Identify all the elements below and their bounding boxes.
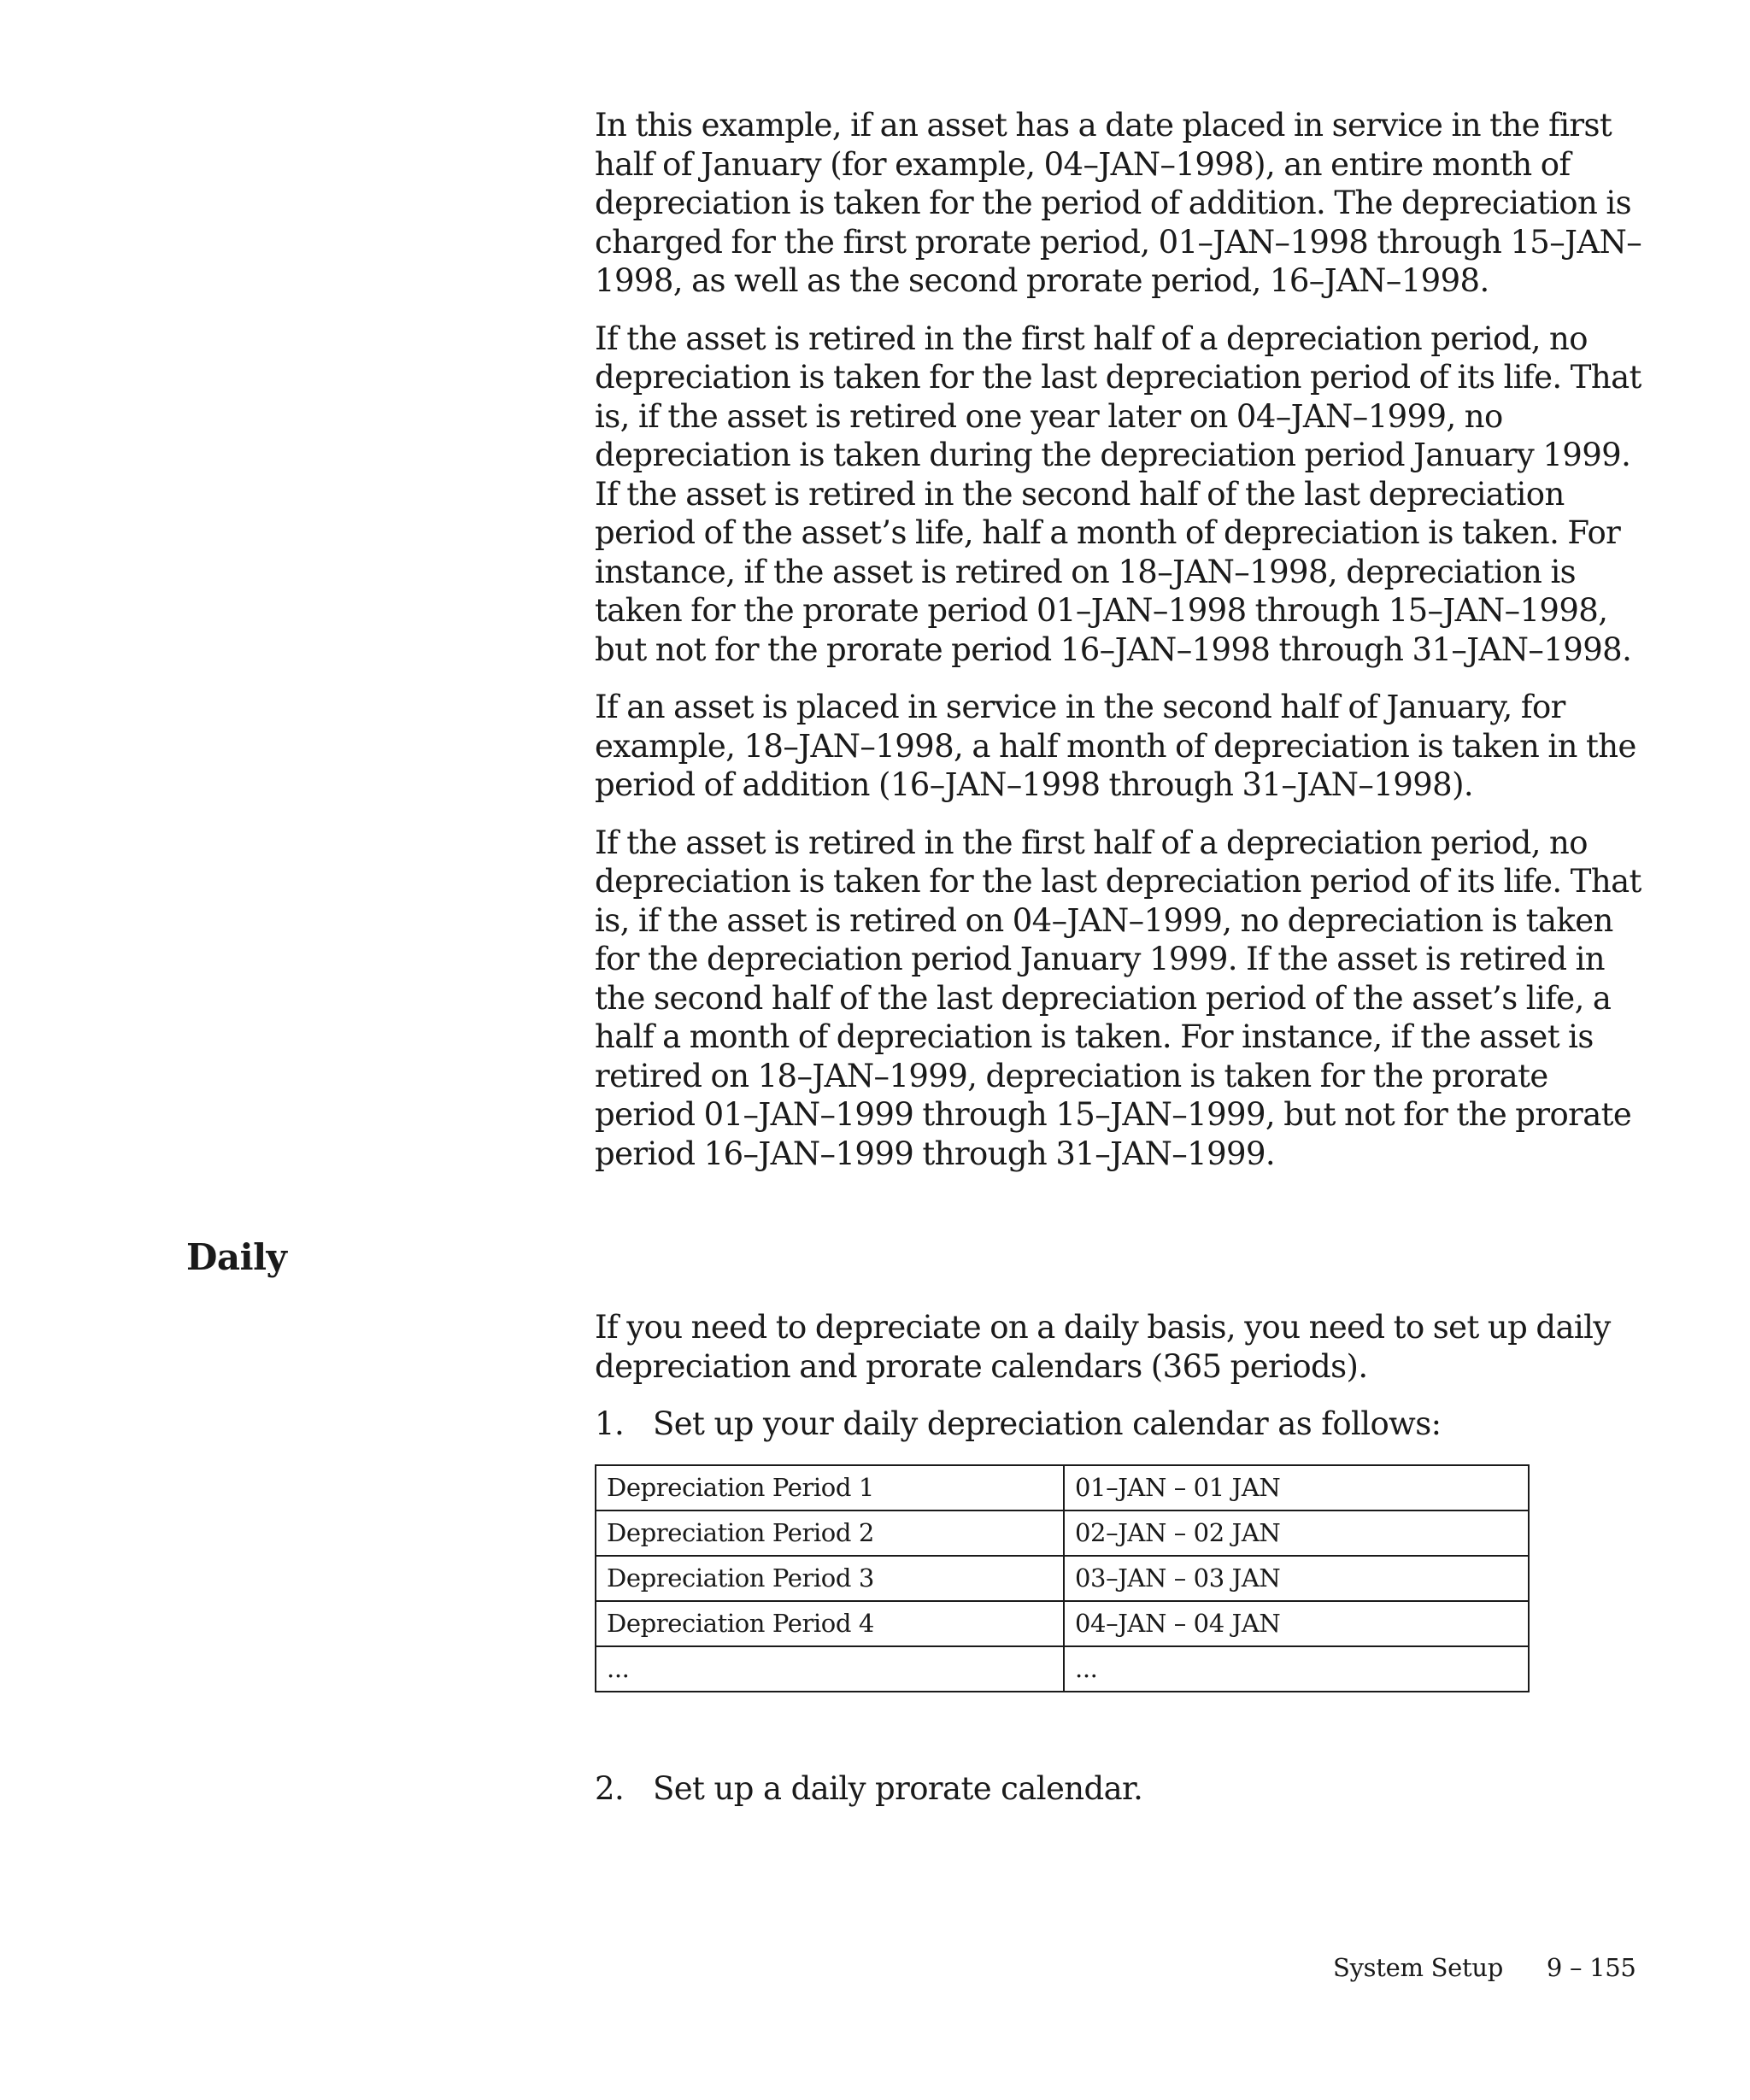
table-cell-dates: 02–JAN – 02 JAN [1064, 1510, 1529, 1556]
paragraph-retirement-example: If the asset is retired in the first half of a depreciation period, no depreciation is taken for the last depreciation period of its life. That is, if the asset is retired on 04–JAN–1999, no depreciation is taken for the depreciation period January 1999. If the asset is retired in the second half of the last depreciation period of the asset’s life, a half a month of depreciation is taken. For instance, if the asset is retired on 18–JAN–1999, depreciation is taken for the prorate period 01–JAN–1999 through 15–JAN–1999, but not for the prorate period 16–JAN–1999 through 31–JAN–1999. [595, 824, 1641, 1172]
table-cell-dates: 03–JAN – 03 JAN [1064, 1556, 1529, 1601]
page-footer [1333, 1953, 1636, 1982]
page-number: 9 – 155 [1546, 1953, 1636, 1982]
paragraph-second-half-placement: If an asset is placed in service in the second half of January, for example, 18–JAN–1998, a half month of depreciation is taken in the period of addition (16–JAN–1998 through 31–JAN–1998). [595, 689, 1636, 803]
table-row [596, 1510, 1529, 1556]
body-text-column [595, 106, 1646, 1192]
step-item [595, 1405, 1646, 1444]
footer-section-title: System Setup [1333, 1953, 1503, 1982]
table-cell-period: Depreciation Period 2 [596, 1510, 1064, 1556]
section-heading-daily: Daily [186, 1236, 287, 1278]
daily-section [595, 1308, 1646, 1692]
step-text: Set up a daily prorate calendar. [653, 1770, 1143, 1807]
paragraph-first-half-retirement: If the asset is retired in the first half of a depreciation period, no depreciation is taken for the last depreciation period of its life. That is, if the asset is retired one year later on 04–JAN–1999, no depreciation is taken during the depreciation period January 1999. If the asset is retired in the second half of the last depreciation period of the asset’s life, half a month of depreciation is taken. For instance, if the asset is retired on 18–JAN–1998, depreciation is taken for the prorate period 01–JAN–1998 through 15–JAN–1998, but not for the prorate period 16–JAN–1998 through 31–JAN–1998. [595, 320, 1641, 668]
step-number: 2. [595, 1770, 625, 1807]
table-cell-dates: 01–JAN – 01 JAN [1064, 1465, 1529, 1510]
step-text: Set up your daily depreciation calendar as follows: [653, 1405, 1442, 1442]
table-row [596, 1601, 1529, 1646]
table-cell-period: Depreciation Period 1 [596, 1465, 1064, 1510]
step-number: 1. [595, 1405, 625, 1442]
table-row [596, 1556, 1529, 1601]
table-cell-dates: ... [1064, 1646, 1529, 1692]
table-cell-period: Depreciation Period 4 [596, 1601, 1064, 1646]
table-row [596, 1646, 1529, 1692]
step-item [595, 1769, 1646, 1809]
table-cell-dates: 04–JAN – 04 JAN [1064, 1601, 1529, 1646]
paragraph-first-half-placement: In this example, if an asset has a date placed in service in the first half of January (for example, 04–JAN–1998), an entire month of depreciation is taken for the period of addition. The depreciation is charged for the first prorate period, 01–JAN–1998 through 15–JAN–1998, as well as the second prorate period, 16–JAN–1998. [595, 107, 1642, 299]
table-row [596, 1465, 1529, 1510]
depreciation-calendar-table [595, 1464, 1530, 1692]
daily-intro-paragraph: If you need to depreciate on a daily basis, you need to set up daily depreciation and prorate calendars (365 periods). [595, 1309, 1611, 1385]
table-cell-period: Depreciation Period 3 [596, 1556, 1064, 1601]
table-cell-period: ... [596, 1646, 1064, 1692]
